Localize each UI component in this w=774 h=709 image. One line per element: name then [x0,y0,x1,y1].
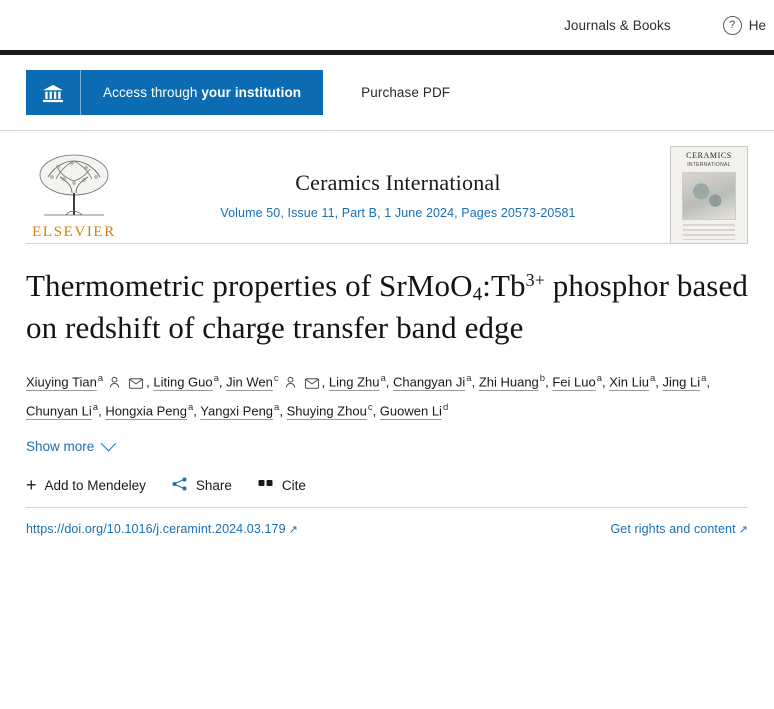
author-name[interactable]: Chunyan Li [26,403,92,419]
access-button-label: Access through your institution [103,85,302,100]
page-title: Thermometric properties of $SrMoO_4:Tb^{3+}$ phosphor based on redshift of charge transfer band edge [26,268,748,345]
elsevier-wordmark: ELSEVIER [32,224,116,240]
author-separator: , [706,374,711,390]
author-affiliation-marker: a [213,373,219,385]
author-name[interactable]: Hongxia Peng [105,403,187,419]
author-separator: , [218,374,227,390]
author-name[interactable]: Guowen Li [379,403,442,419]
share-label: Share [195,477,232,493]
journal-header [0,131,774,243]
author-separator: , [385,374,393,390]
author-separator: , [321,374,329,390]
article-actions [26,476,748,508]
author-name[interactable]: Shuying Zhou [286,403,367,419]
author-separator: , [545,374,553,390]
author-affiliation-marker: a [97,373,104,385]
show-more-button[interactable] [26,439,114,454]
author-separator: , [146,374,154,390]
author-name[interactable]: Ling Zhu [328,374,380,390]
add-to-mendeley-button[interactable] [26,476,146,494]
cover-artwork [682,172,736,220]
get-rights-and-content-link[interactable]: Get rights and content ↗ [610,522,748,537]
author-list [26,369,748,425]
author-name[interactable]: Yangxi Peng [200,403,274,419]
help-menu[interactable] [723,16,766,35]
author-affiliation-marker: a [466,373,472,385]
author-affiliation-marker: a [596,373,602,385]
article-header [0,244,774,536]
cover-text-lines [683,224,735,240]
purchase-pdf-button[interactable]: Purchase PDF [355,84,456,101]
doi-link[interactable]: https://doi.org/10.1016/j.ceramint.2024.03.179 ↗ [26,522,298,537]
author-name[interactable]: Fei Luo [552,374,596,390]
show-more-label: Show more [26,439,95,455]
elsevier-logo[interactable] [22,149,126,241]
cite-button[interactable] [258,478,306,493]
author-name[interactable]: Xin Liu [609,374,649,390]
journals-and-books-link[interactable]: Journals & Books [564,17,671,33]
author-separator: , [471,374,479,390]
author-affiliation-marker: a [274,402,280,414]
author-affiliation-marker: b [539,373,546,385]
quote-icon [258,478,274,493]
author-affiliation-marker: a [649,373,656,385]
author-name[interactable]: Jing Li [662,374,701,390]
cite-label: Cite [281,477,306,493]
add-to-mendeley-label: Add to Mendeley [44,477,146,493]
author-name[interactable]: Liting Guo [153,374,213,390]
author-affiliation-marker: c [273,373,279,385]
chevron-down-icon [101,436,117,452]
author-affiliation-marker: a [380,373,386,385]
journal-title[interactable]: Ceramics International [295,170,501,195]
author-name[interactable]: Zhi Huang [478,374,539,390]
author-profile-icon[interactable] [284,372,297,399]
author-separator: , [372,403,380,419]
author-separator: , [279,403,287,419]
help-label: He [748,17,766,33]
author-affiliation-marker: a [701,373,707,385]
journal-volume-info[interactable]: Volume 50, Issue 11, Part B, 1 June 2024, Pages 20573-20581 [220,206,576,220]
author-separator: , [98,403,106,419]
journal-cover-thumbnail[interactable] [670,146,748,244]
journal-info [126,170,670,220]
author-affiliation-marker: a [92,402,99,414]
author-separator: , [655,374,663,390]
doi-and-rights-row [26,522,748,536]
share-nodes-icon [172,477,188,494]
access-options-bar [0,55,774,131]
institution-bank-icon [26,70,81,115]
top-navigation-bar [0,0,774,50]
author-separator: , [602,374,610,390]
share-button[interactable] [172,477,232,494]
plus-icon: + [26,475,37,496]
author-profile-icon[interactable] [108,372,121,399]
external-link-icon: ↗ [288,524,298,537]
cover-title-line2: INTERNATIONAL [687,161,731,168]
author-name[interactable]: Xiuying Tian [26,374,97,390]
author-affiliation-marker: c [367,402,373,414]
author-separator: , [193,403,201,419]
access-through-institution-button[interactable] [26,70,323,115]
author-name[interactable]: Changyan Ji [393,374,466,390]
external-link-icon: ↗ [738,524,748,537]
author-email-icon[interactable] [129,372,143,399]
cover-title-line1: CERAMICS [686,151,732,160]
author-name[interactable]: Jin Wen [226,374,273,390]
author-affiliation-marker: d [442,402,449,414]
author-email-icon[interactable] [305,372,319,399]
author-affiliation-marker: a [187,402,194,414]
question-circle-icon: ? [723,16,742,35]
